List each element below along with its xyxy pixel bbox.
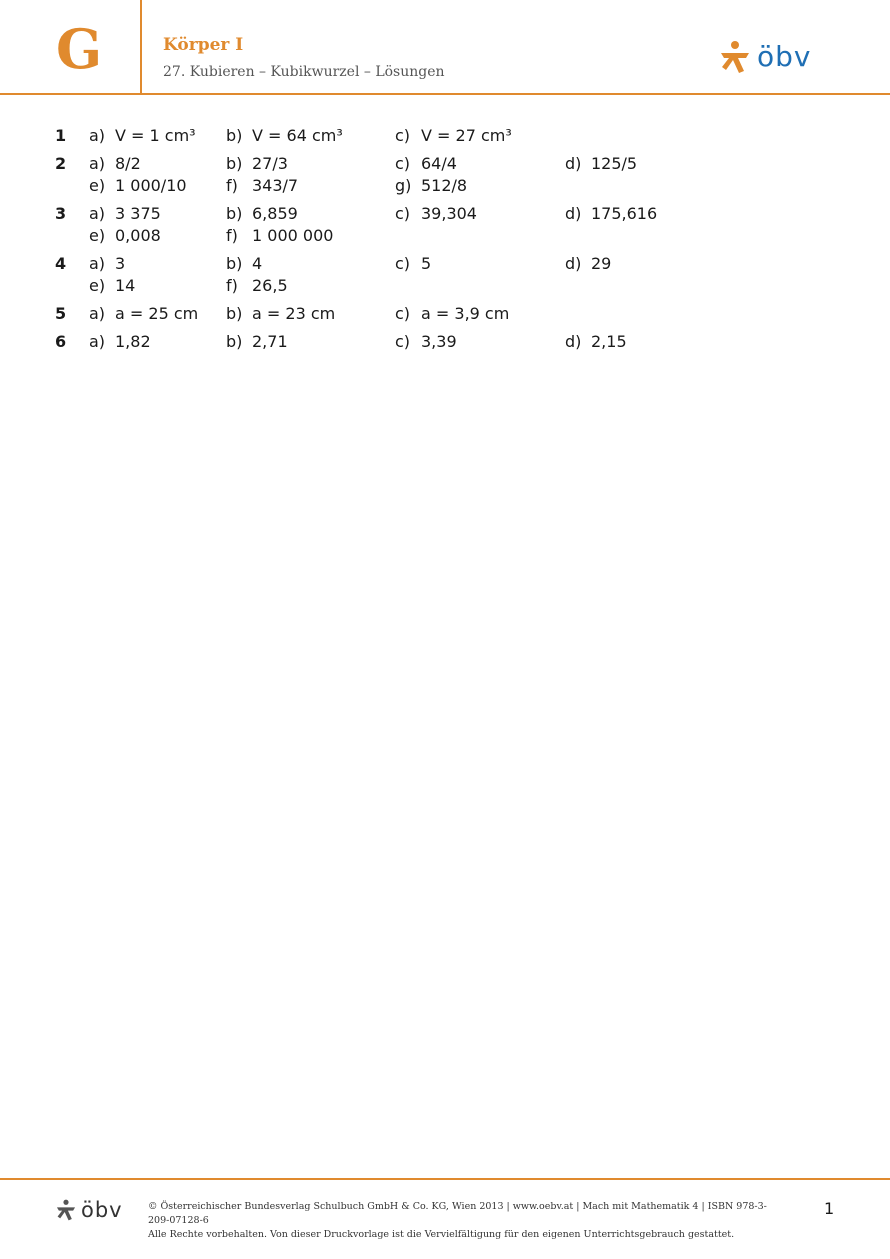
- answer-item: [226, 226, 333, 245]
- answer-value: 3,39: [421, 332, 457, 351]
- answer-item: [395, 254, 431, 273]
- task-2: [0, 154, 890, 198]
- answer-item: [565, 332, 627, 351]
- answer-label: a): [89, 332, 106, 351]
- answer-value: 1,82: [115, 332, 151, 351]
- answer-value: 29: [591, 254, 612, 273]
- answer-row: [0, 204, 890, 226]
- answer-item: [89, 176, 187, 195]
- answer-item: [89, 154, 141, 173]
- task-number: 4: [55, 254, 67, 273]
- footer-line-2: Alle Rechte vorbehalten. Von dieser Druckvorlage ist die Vervielfältigung für den eigenen Unterrichtsgebrauch gestattet.: [148, 1229, 735, 1240]
- task-1: [0, 126, 890, 148]
- answer-value: 2,15: [591, 332, 627, 351]
- answer-value: 5: [421, 254, 432, 273]
- answer-value: V = 64 cm³: [252, 126, 343, 145]
- answer-value: 6,859: [252, 204, 298, 223]
- task-4: [0, 254, 890, 298]
- answer-row: [0, 304, 890, 326]
- answer-row: [0, 276, 890, 298]
- task-number: 6: [55, 332, 67, 351]
- answer-value: 3: [115, 254, 126, 273]
- answer-value: 3 375: [115, 204, 161, 223]
- answer-label: a): [89, 204, 106, 223]
- answer-value: a = 25 cm: [115, 304, 199, 323]
- answer-item: [226, 176, 298, 195]
- task-number: 2: [55, 154, 67, 173]
- task-5: [0, 304, 890, 326]
- answer-label: g): [395, 176, 412, 195]
- answer-item: [89, 332, 151, 351]
- answer-row: [0, 176, 890, 198]
- answer-label: c): [395, 332, 411, 351]
- answer-label: b): [226, 126, 243, 145]
- answer-item: [565, 204, 657, 223]
- answer-label: b): [226, 154, 243, 173]
- answer-row: [0, 226, 890, 248]
- answer-item: [395, 154, 457, 173]
- answer-label: c): [395, 126, 411, 145]
- answer-value: 39,304: [421, 204, 477, 223]
- task-3: [0, 204, 890, 248]
- answer-label: c): [395, 154, 411, 173]
- answer-value: 1 000 000: [252, 226, 334, 245]
- answer-item: [226, 332, 288, 351]
- answer-value: 4: [252, 254, 263, 273]
- answer-row: [0, 254, 890, 276]
- answer-item: [226, 304, 335, 323]
- answer-value: 26,5: [252, 276, 288, 295]
- oebv-star-icon: [718, 40, 752, 74]
- answer-label: b): [226, 254, 243, 273]
- answer-value: 14: [115, 276, 136, 295]
- answer-item: [395, 126, 512, 145]
- answer-label: a): [89, 154, 106, 173]
- logo-text: öbv: [757, 40, 812, 73]
- answer-item: [226, 126, 343, 145]
- answer-value: a = 3,9 cm: [421, 304, 510, 323]
- answer-label: e): [89, 176, 106, 195]
- answer-label: b): [226, 204, 243, 223]
- answer-value: 1 000/10: [115, 176, 187, 195]
- chapter-title: Körper I: [163, 35, 244, 55]
- answer-label: a): [89, 304, 106, 323]
- oebv-star-icon: [55, 1199, 77, 1221]
- answer-label: c): [395, 204, 411, 223]
- answer-label: f): [226, 226, 238, 245]
- answer-label: d): [565, 254, 582, 273]
- page-number: 1: [824, 1199, 835, 1218]
- answer-value: 0,008: [115, 226, 161, 245]
- answer-label: c): [395, 254, 411, 273]
- answer-label: a): [89, 254, 106, 273]
- answer-value: 512/8: [421, 176, 468, 195]
- answer-item: [395, 304, 509, 323]
- answer-item: [89, 304, 198, 323]
- page-header: [0, 0, 890, 95]
- answer-value: V = 1 cm³: [115, 126, 196, 145]
- header-divider-vertical: [140, 0, 142, 93]
- answer-label: a): [89, 126, 106, 145]
- answer-label: b): [226, 304, 243, 323]
- answer-item: [89, 276, 135, 295]
- publisher-logo: [718, 40, 811, 74]
- answer-value: a = 23 cm: [252, 304, 336, 323]
- answer-label: b): [226, 332, 243, 351]
- answer-row: [0, 126, 890, 148]
- chapter-subtitle: 27. Kubieren – Kubikwurzel – Lösungen: [163, 64, 445, 80]
- answer-value: 2,71: [252, 332, 288, 351]
- answer-item: [226, 254, 262, 273]
- answer-item: [226, 204, 298, 223]
- answer-label: c): [395, 304, 411, 323]
- answer-item: [395, 204, 477, 223]
- footer-logo-text: öbv: [81, 1197, 123, 1222]
- answer-label: d): [565, 332, 582, 351]
- answer-label: f): [226, 276, 238, 295]
- answer-value: 64/4: [421, 154, 457, 173]
- footer-line-1: © Österreichischer Bundesverlag Schulbuch GmbH & Co. KG, Wien 2013 | www.oebv.at | Mach mit Mathematik 4 | ISBN 978-3-209-07128-6: [148, 1201, 767, 1226]
- answer-item: [89, 204, 161, 223]
- answer-label: d): [565, 204, 582, 223]
- answer-value: 27/3: [252, 154, 288, 173]
- task-number: 5: [55, 304, 67, 323]
- answer-item: [565, 254, 611, 273]
- footer-logo: [55, 1199, 123, 1221]
- header-divider: [0, 93, 890, 95]
- answer-label: d): [565, 154, 582, 173]
- answer-value: 175,616: [591, 204, 658, 223]
- answer-label: f): [226, 176, 238, 195]
- answer-item: [89, 126, 196, 145]
- answer-value: 343/7: [252, 176, 299, 195]
- footer-copyright: [148, 1200, 788, 1242]
- answer-item: [565, 154, 637, 173]
- task-number: 3: [55, 204, 67, 223]
- answer-item: [395, 176, 467, 195]
- answer-value: 125/5: [591, 154, 638, 173]
- chapter-letter: G: [56, 17, 103, 81]
- answer-item: [226, 154, 288, 173]
- task-number: 1: [55, 126, 67, 145]
- answer-label: e): [89, 276, 106, 295]
- answer-item: [89, 254, 125, 273]
- answer-label: e): [89, 226, 106, 245]
- answer-item: [226, 276, 288, 295]
- answer-value: V = 27 cm³: [421, 126, 512, 145]
- answer-value: 8/2: [115, 154, 141, 173]
- answer-item: [395, 332, 457, 351]
- answer-row: [0, 154, 890, 176]
- footer-divider: [0, 1178, 890, 1180]
- solutions-list: [0, 126, 890, 360]
- answer-row: [0, 332, 890, 354]
- answer-item: [89, 226, 161, 245]
- task-6: [0, 332, 890, 354]
